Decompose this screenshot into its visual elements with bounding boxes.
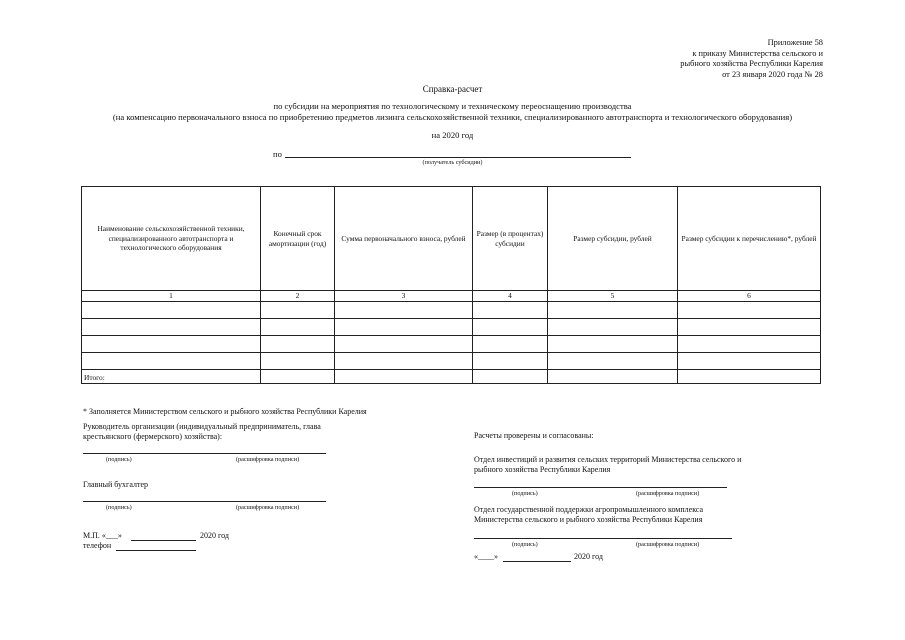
signature-caption: (подпись) (512, 490, 538, 497)
table-cell[interactable] (335, 302, 473, 319)
decode-caption: (расшифровка подписи) (236, 456, 300, 463)
table-cell[interactable] (261, 319, 335, 336)
table-row (82, 353, 821, 370)
column-numbers-row (82, 291, 821, 302)
column-number: 5 (548, 291, 678, 302)
head-label: Руководитель организации (индивидуальный предприниматель, глава (83, 422, 321, 431)
subsidy-table (81, 186, 821, 384)
decode-caption: (расшифровка подписи) (636, 541, 700, 548)
approval-date-prefix: «____» (474, 552, 498, 561)
appendix-line: к приказу Министерства сельского и (692, 48, 823, 58)
dept2-label-cont: Министерства сельского и рыбного хозяйства Республики Карелия (474, 515, 703, 524)
accountant-signature-line[interactable] (83, 501, 326, 502)
table-cell[interactable] (261, 370, 335, 384)
document-title: Справка-расчет (422, 84, 483, 94)
table-cell[interactable] (678, 336, 821, 353)
table-cell[interactable] (548, 370, 678, 384)
signature-caption: (подпись) (106, 504, 132, 511)
table-cell[interactable] (261, 336, 335, 353)
appendix-block (680, 38, 823, 80)
table-cell[interactable] (678, 319, 821, 336)
table-cell[interactable] (548, 353, 678, 370)
table-cell[interactable] (82, 302, 261, 319)
table-row (82, 319, 821, 336)
table-cell[interactable] (335, 353, 473, 370)
total-label: Итого: (82, 370, 261, 384)
column-number: 1 (82, 291, 261, 302)
table-cell[interactable] (82, 353, 261, 370)
table-cell[interactable] (82, 319, 261, 336)
signature-caption: (подпись) (106, 456, 132, 463)
table-cell[interactable] (548, 319, 678, 336)
column-number: 2 (261, 291, 335, 302)
table-row (82, 302, 821, 319)
stamp-date-year: 2020 год (200, 531, 229, 540)
table-cell[interactable] (678, 353, 821, 370)
col-header-subsidy-amount: Размер субсидии, рублей (548, 187, 678, 291)
recipient-caption: (получатель субсидии) (422, 159, 483, 166)
decode-caption: (расшифровка подписи) (236, 504, 300, 511)
table-row (82, 336, 821, 353)
table-cell[interactable] (473, 302, 548, 319)
table-cell[interactable] (473, 336, 548, 353)
table-cell[interactable] (335, 336, 473, 353)
table-cell[interactable] (678, 302, 821, 319)
table-cell[interactable] (335, 319, 473, 336)
recipient-field[interactable] (285, 157, 631, 158)
appendix-line: от 23 января 2020 года № 28 (722, 69, 823, 79)
dept1-signature-line[interactable] (474, 487, 727, 488)
signature-caption: (подпись) (512, 541, 538, 548)
decode-caption: (расшифровка подписи) (636, 490, 700, 497)
dept1-label-cont: рыбного хозяйства Республики Карелия (474, 465, 611, 474)
table-cell[interactable] (261, 353, 335, 370)
col-header-amortization: Конечный срок амортизации (год) (261, 187, 335, 291)
footnote: * Заполняется Министерством сельского и рыбного хозяйства Республики Карелия (83, 407, 367, 416)
table-cell[interactable] (473, 319, 548, 336)
recipient-prefix: по (273, 149, 282, 159)
phone-label: телефон (83, 541, 112, 550)
head-label-cont: крестьянского (фермерского) хозяйства): (83, 432, 223, 441)
dept2-label: Отдел государственной поддержки агропромышленного комплекса (474, 505, 704, 514)
table-cell[interactable] (82, 336, 261, 353)
checked-label: Расчеты проверены и согласованы: (474, 431, 594, 440)
head-signature-line[interactable] (83, 453, 326, 454)
table-cell[interactable] (473, 353, 548, 370)
table-cell[interactable] (335, 370, 473, 384)
col-header-initial-payment: Сумма первоначального взноса, рублей (335, 187, 473, 291)
stamp-date-field[interactable] (131, 540, 196, 541)
document-subtitle: по субсидии на мероприятия по технологическому и техническому переоснащению производства (273, 101, 632, 111)
table-header-row (82, 187, 821, 291)
col-header-name: Наименование сельскохозяйственной техники, специализированного автотранспорта и технологического оборудования (82, 187, 261, 291)
column-number: 3 (335, 291, 473, 302)
table-cell[interactable] (473, 370, 548, 384)
accountant-label: Главный бухгалтер (83, 480, 148, 489)
phone-field[interactable] (116, 550, 196, 551)
document-subtitle-detail: (на компенсацию первоначального взноса по приобретению предметов лизинга сельскохозяйственной техники, специализированного автотранспорта и технологического оборудования) (112, 112, 793, 122)
approval-date-year: 2020 год (574, 552, 603, 561)
dept2-signature-line[interactable] (474, 538, 732, 539)
col-header-subsidy-transfer: Размер субсидии к перечислению*, рублей (678, 187, 821, 291)
dept1-label: Отдел инвестиций и развития сельских территорий Министерства сельского и (474, 455, 742, 464)
table-cell[interactable] (548, 302, 678, 319)
year-line: на 2020 год (431, 130, 474, 140)
approval-date-field[interactable] (503, 561, 571, 562)
appendix-line: рыбного хозяйства Республики Карелия (680, 59, 823, 69)
appendix-line: Приложение 58 (767, 38, 823, 47)
column-number: 6 (678, 291, 821, 302)
stamp-date-prefix: М.П. «___» (83, 531, 122, 540)
table-cell[interactable] (261, 302, 335, 319)
total-row (82, 370, 821, 384)
table-cell[interactable] (678, 370, 821, 384)
column-number: 4 (473, 291, 548, 302)
table-cell[interactable] (548, 336, 678, 353)
col-header-percent: Размер (в процентах) субсидии (473, 187, 548, 291)
